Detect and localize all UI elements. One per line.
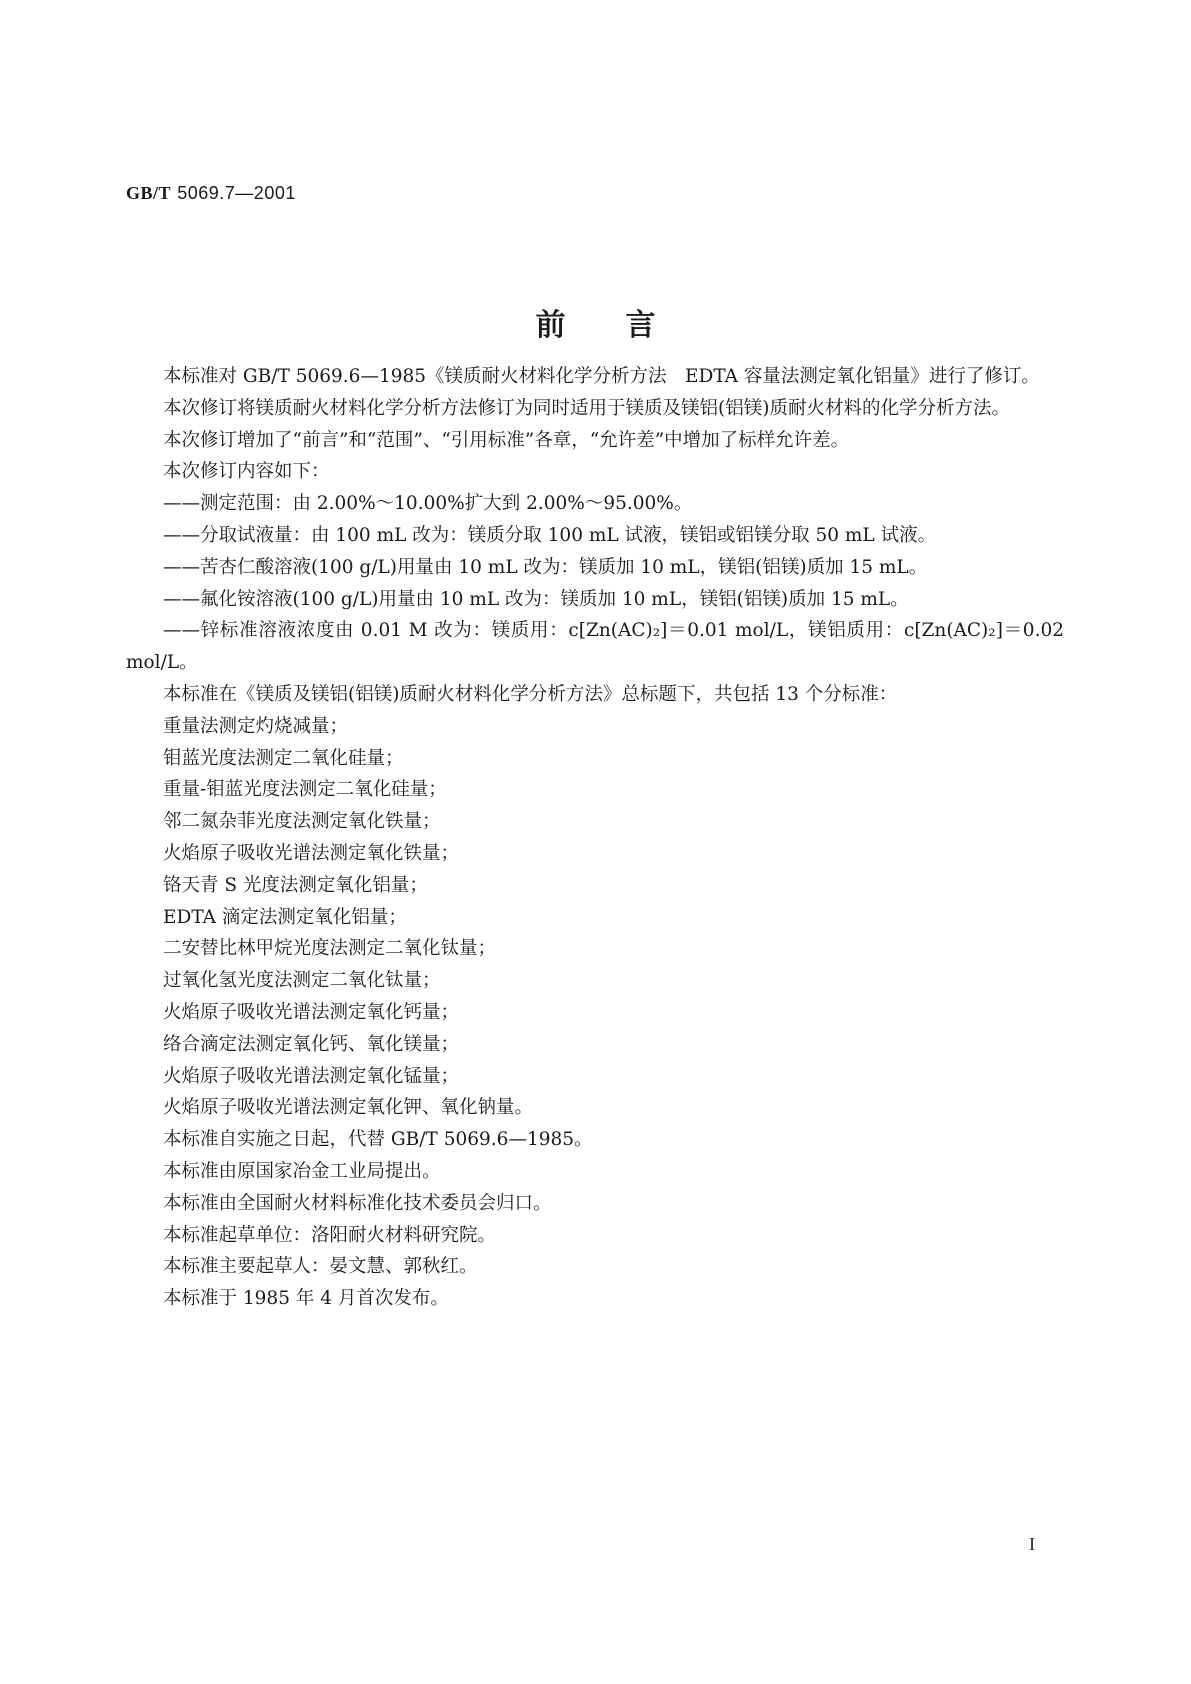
paragraph: 本次修订将镁质耐火材料化学分析方法修订为同时适用于镁质及镁铝(铝镁)质耐火材料的化学分析方法。: [163, 397, 1010, 419]
revision-item: ——测定范围：由 2.00%～10.00%扩大到 2.00%～95.00%。: [163, 493, 693, 515]
revision-item: ——氟化铵溶液(100 g/L)用量由 10 mL 改为：镁质加 10 mL，镁铝(铝镁)质加 15 mL。: [163, 588, 909, 610]
sub-standard-item: 火焰原子吸收光谱法测定氧化钙量；: [163, 1001, 460, 1023]
standard-code-prefix: GB/T: [126, 183, 172, 203]
page-number: I: [1029, 1534, 1035, 1554]
sub-standard-item: 过氧化氢光度法测定二氧化钛量；: [163, 970, 441, 992]
sub-standard-item: 火焰原子吸收光谱法测定氧化锰量；: [163, 1065, 460, 1087]
standard-code: [126, 183, 296, 204]
sub-standard-item: 二安替比林甲烷光度法测定二氧化钛量；: [163, 938, 497, 960]
revision-item: ——苦杏仁酸溶液(100 g/L)用量由 10 mL 改为：镁质加 10 mL，镁铝(铝镁)质加 15 mL。: [163, 556, 928, 578]
sub-standard-item: EDTA 滴定法测定氧化铝量；: [163, 906, 407, 928]
revision-item: ——锌标准溶液浓度由 0.01 M 改为：镁质用：c[Zn(AC)₂]＝0.01 mol/L，镁铝质用：c[Zn(AC)₂]＝0.02 mol/L。: [126, 620, 1064, 674]
sub-standard-item: 重量法测定灼烧减量；: [163, 715, 349, 737]
closing-paragraph: 本标准主要起草人：晏文慧、郭秋红。: [163, 1256, 478, 1278]
sub-standard-item: 络合滴定法测定氧化钙、氧化镁量；: [163, 1033, 460, 1055]
closing-paragraph: 本标准由全国耐火材料标准化技术委员会归口。: [163, 1192, 552, 1214]
paragraph: 本标准对 GB/T 5069.6—1985《镁质耐火材料化学分析方法 EDTA 容量法测定氧化铝量》进行了修订。: [163, 366, 1040, 387]
revision-item: ——分取试液量：由 100 mL 改为：镁质分取 100 mL 试液，镁铝或铝镁分取 50 mL 试液。: [163, 524, 937, 546]
sub-standard-item: 火焰原子吸收光谱法测定氧化铁量；: [163, 842, 460, 864]
sub-standard-item: 邻二氮杂菲光度法测定氧化铁量；: [163, 811, 441, 833]
page-title: 前言: [535, 308, 716, 343]
closing-paragraph: 本标准由原国家冶金工业局提出。: [163, 1160, 441, 1182]
paragraph: 本次修订增加了“前言”和“范围”、“引用标准”各章，“允许差”中增加了标样允许差。: [163, 429, 850, 451]
series-intro: 本标准在《镁质及镁铝(铝镁)质耐火材料化学分析方法》总标题下，共包括 13 个分标准：: [163, 683, 898, 705]
foreword-body: [126, 361, 1064, 1315]
sub-standard-item: 钼蓝光度法测定二氧化硅量；: [163, 747, 404, 769]
closing-paragraph: 本标准于 1985 年 4 月首次发布。: [163, 1288, 449, 1310]
sub-standard-item: 火焰原子吸收光谱法测定氧化钾、氧化钠量。: [163, 1097, 534, 1119]
standard-code-number: 5069.7—2001: [177, 183, 296, 203]
closing-paragraph: 本标准起草单位：洛阳耐火材料研究院。: [163, 1224, 497, 1246]
closing-paragraph: 本标准自实施之日起，代替 GB/T 5069.6—1985。: [163, 1129, 593, 1151]
sub-standard-item: 铬天青 S 光度法测定氧化铝量；: [163, 874, 428, 896]
paragraph: 本次修订内容如下：: [163, 461, 330, 483]
sub-standard-item: 重量-钼蓝光度法测定二氧化硅量；: [163, 779, 447, 801]
